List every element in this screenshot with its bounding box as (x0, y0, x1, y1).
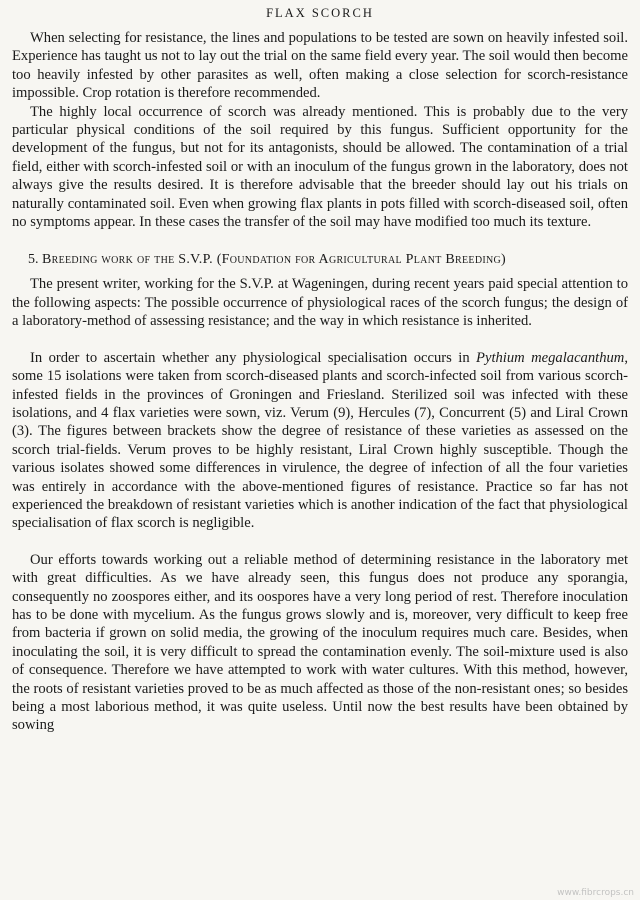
paragraph-specialisation (12, 349, 628, 533)
spacer (12, 533, 628, 551)
spacer (12, 231, 628, 251)
text-before-species: In order to ascertain whether any physiological specialisation occurs in (30, 349, 477, 366)
spacer (12, 331, 628, 349)
paragraph-method: Our efforts towards working out a reliable method of determining resistance in the laboratory met with great difficulties. As we have already seen, this fungus does not produce any sporangia, consequently no zoospores either, and its oospores have a very long period of rest. Therefore inoculation has to be done with mycelium. As the fungus grows slowly and is, moreover, very difficult to keep free from bacteria if grown on solid media, the growing of the inoculum requires much care. Besides, when inoculating the soil, it is very difficult to spread the contamination evenly. The soil-mixture used is also of consequence. Therefore we have attempted to work with water cultures. With this method, however, the roots of resistant varieties proved to be as much affected as those of the non-resistant ones; so besides being a most laborious method, it was quite useless. Until now the best results have been obtained by sowing (12, 551, 628, 734)
paragraph-local-occurrence: The highly local occurrence of scorch was already mentioned. This is probably due to the very particular physical conditions of the soil required by this fungus. Sufficient opportunity for the development of the fungus, but not for its antagonists, should be allowed. The contamination of a trial field, either with scorch-infested soil or with an inoculum of the fungus grown in the laboratory, does not always give the results desired. It is therefore advisable that the breeder should lay out his trials on naturally contaminated soil. Even when growing flax plants in pots filled with scorch-diseased soil, often no symptoms appear. In these cases the transfer of the soil may have modified too much its texture. (12, 103, 628, 231)
watermark-stamp: www.fibrcrops.cn (557, 888, 634, 898)
section-title: Breeding work of the S.V.P. (Foundation for Agricultural Plant Breeding) (42, 252, 507, 268)
text-after-species: , some 15 isolations were taken from scorch-diseased plants and scorch-infected soil from various scorch-infested fields in the provinces of Groningen and Friesland. Sterilized soil was infected with these isolations, and 4 flax varieties were sown, viz. Verum (9), Hercules (7), Concurrent (5) and Liral Crown (3). The figures between brackets show the degree of resistance of these varieties as assessed on the scorch trial-fields. Verum proves to be highly resistant, Liral Crown highly susceptible. Though the various isolates showed some differences in virulence, the degree of infection of all the four varieties was entirely in accordance with the above-mentioned figures of resistance. Practice so far has not experienced the breakdown of resistant varieties which is another indication of the fact that physiological specialisation of flax scorch is negligible. (12, 349, 628, 532)
section-number: 5. (28, 252, 39, 268)
running-head: FLAX SCORCH (266, 6, 374, 20)
section-heading (12, 251, 628, 269)
species-name: Pythium megalacanthum (476, 349, 625, 366)
paragraph-intro: The present writer, working for the S.V.P. at Wageningen, during recent years paid special attention to the following aspects: The possible occurrence of physiological races of the scorch fungus; the design of a laboratory-method of assessing resistance; and the way in which resistance is inherited. (12, 276, 628, 330)
paragraph-selection: When selecting for resistance, the lines and populations to be tested are sown on heavily infested soil. Experience has taught us not to lay out the trial on the same field every year. The soil would then become too heavily infested by other parasites as well, often making a close selection for scorch-resistance impossible. Crop rotation is therefore recommended. (12, 30, 628, 102)
